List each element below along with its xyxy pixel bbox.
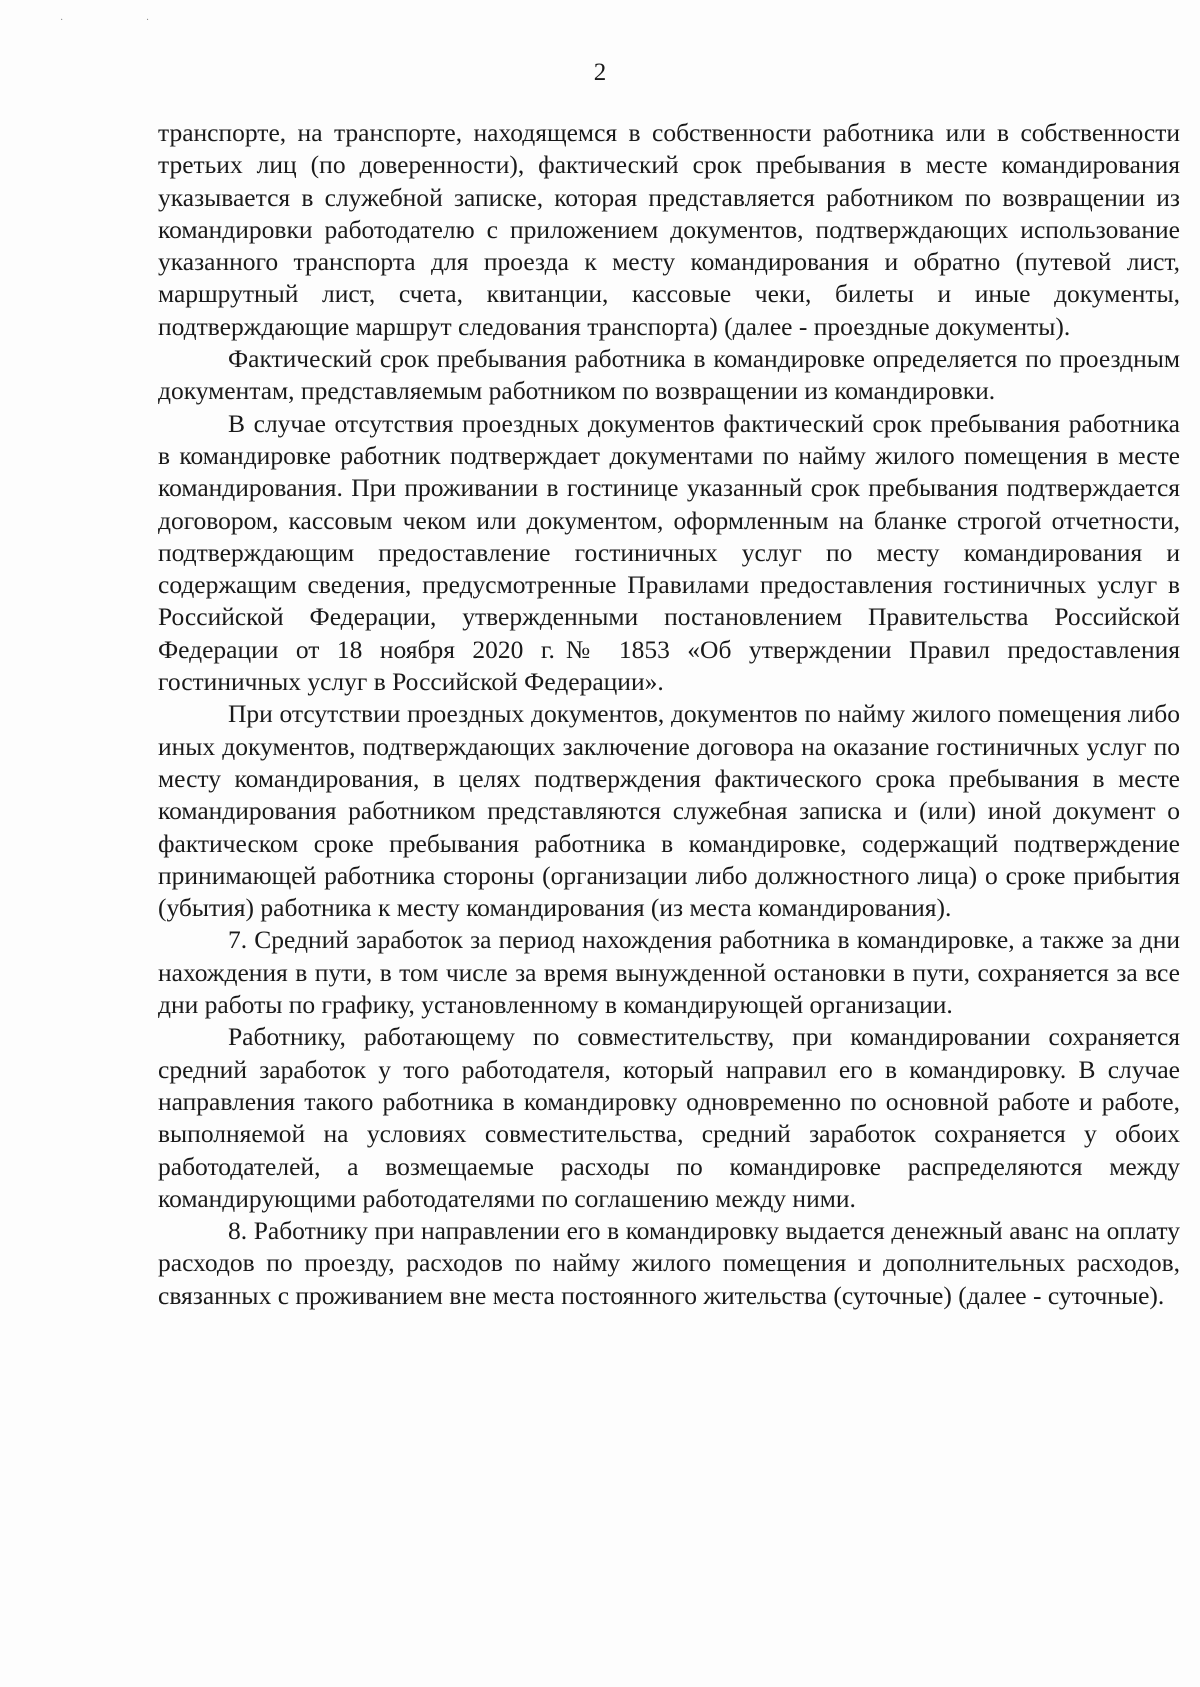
document-body bbox=[158, 117, 1180, 1312]
page-number: 2 bbox=[593, 59, 607, 86]
paragraph-actual-stay-term: Фактический срок пребывания работника в командировке определяется по проездным документам, представляемым работником по возвращении из командировки. bbox=[158, 344, 1180, 406]
paragraph-continuation-transport: транспорте, на транспорте, находящемся в собственности работника или в собственности третьих лиц (по доверенности), фактический срок пребывания в месте командирования указывается в служебной записке, которая представляется работником по возвращении из командировки работодателю с приложением документов, подтверждающих использование указанного транспорта для проезда к месту командирования и обратно (путевой лист, маршрутный лист, счета, квитанции, кассовые чеки, билеты и иные документы, подтверждающие маршрут следования транспорта) (далее - проездные документы). bbox=[158, 118, 1180, 341]
paragraph-item-7-average-earnings: 7. Средний заработок за период нахождения работника в командировке, а также за дни нахождения в пути, в том числе за время вынужденной остановки в пути, сохраняется за все дни работы по графику, установленному в командирующей организации. bbox=[158, 925, 1180, 1020]
scan-artifact-dots: · · bbox=[60, 15, 190, 26]
paragraph-service-note: При отсутствии проездных документов, документов по найму жилого помещения либо иных документов, подтверждающих заключение договора на оказание гостиничных услуг по месту командирования, в целях подтверждения фактического срока пребывания в месте командирования работником представляются служебная записка и (или) иной документ о фактическом сроке пребывания работника в командировке, содержащий подтверждение принимающей работника стороны (организации либо должностного лица) о сроке прибытия (убытия) работника к месту командирования (из места командирования). bbox=[158, 699, 1180, 923]
paragraph-item-8-cash-advance: 8. Работнику при направлении его в командировку выдается денежный аванс на оплату расходов по проезду, расходов по найму жилого помещения и дополнительных расходов, связанных с проживанием вне места постоянного жительства (суточные) (далее - суточные). bbox=[158, 1216, 1180, 1310]
paragraph-part-time-worker: Работнику, работающему по совместительству, при командировании сохраняется средний заработок у того работодателя, который направил его в командировку. В случае направления такого работника в командировку одновременно по основной работе и работе, выполняемой на условиях совместительства, средний заработок сохраняется у обоих работодателей, а возмещаемые расходы по командировке распределяются между командирующими работодателями по соглашению между ними. bbox=[158, 1022, 1180, 1213]
paragraph-no-travel-documents: В случае отсутствия проездных документов фактический срок пребывания работника в командировке работник подтверждает документами по найму жилого помещения в месте командирования. При проживании в гостинице указанный срок пребывания подтверждается договором, кассовым чеком или документом, оформленным на бланке строгой отчетности, подтверждающим предоставление гостиничных услуг по месту командирования и содержащим сведения, предусмотренные Правилами предоставления гостиничных услуг в Российской Федерации, утвержденными постановлением Правительства Российской Федерации от 18 ноября 2020 г.№ 1853 «Об утверждении Правил предоставления гостиничных услуг в Российской Федерации». bbox=[158, 408, 1180, 697]
